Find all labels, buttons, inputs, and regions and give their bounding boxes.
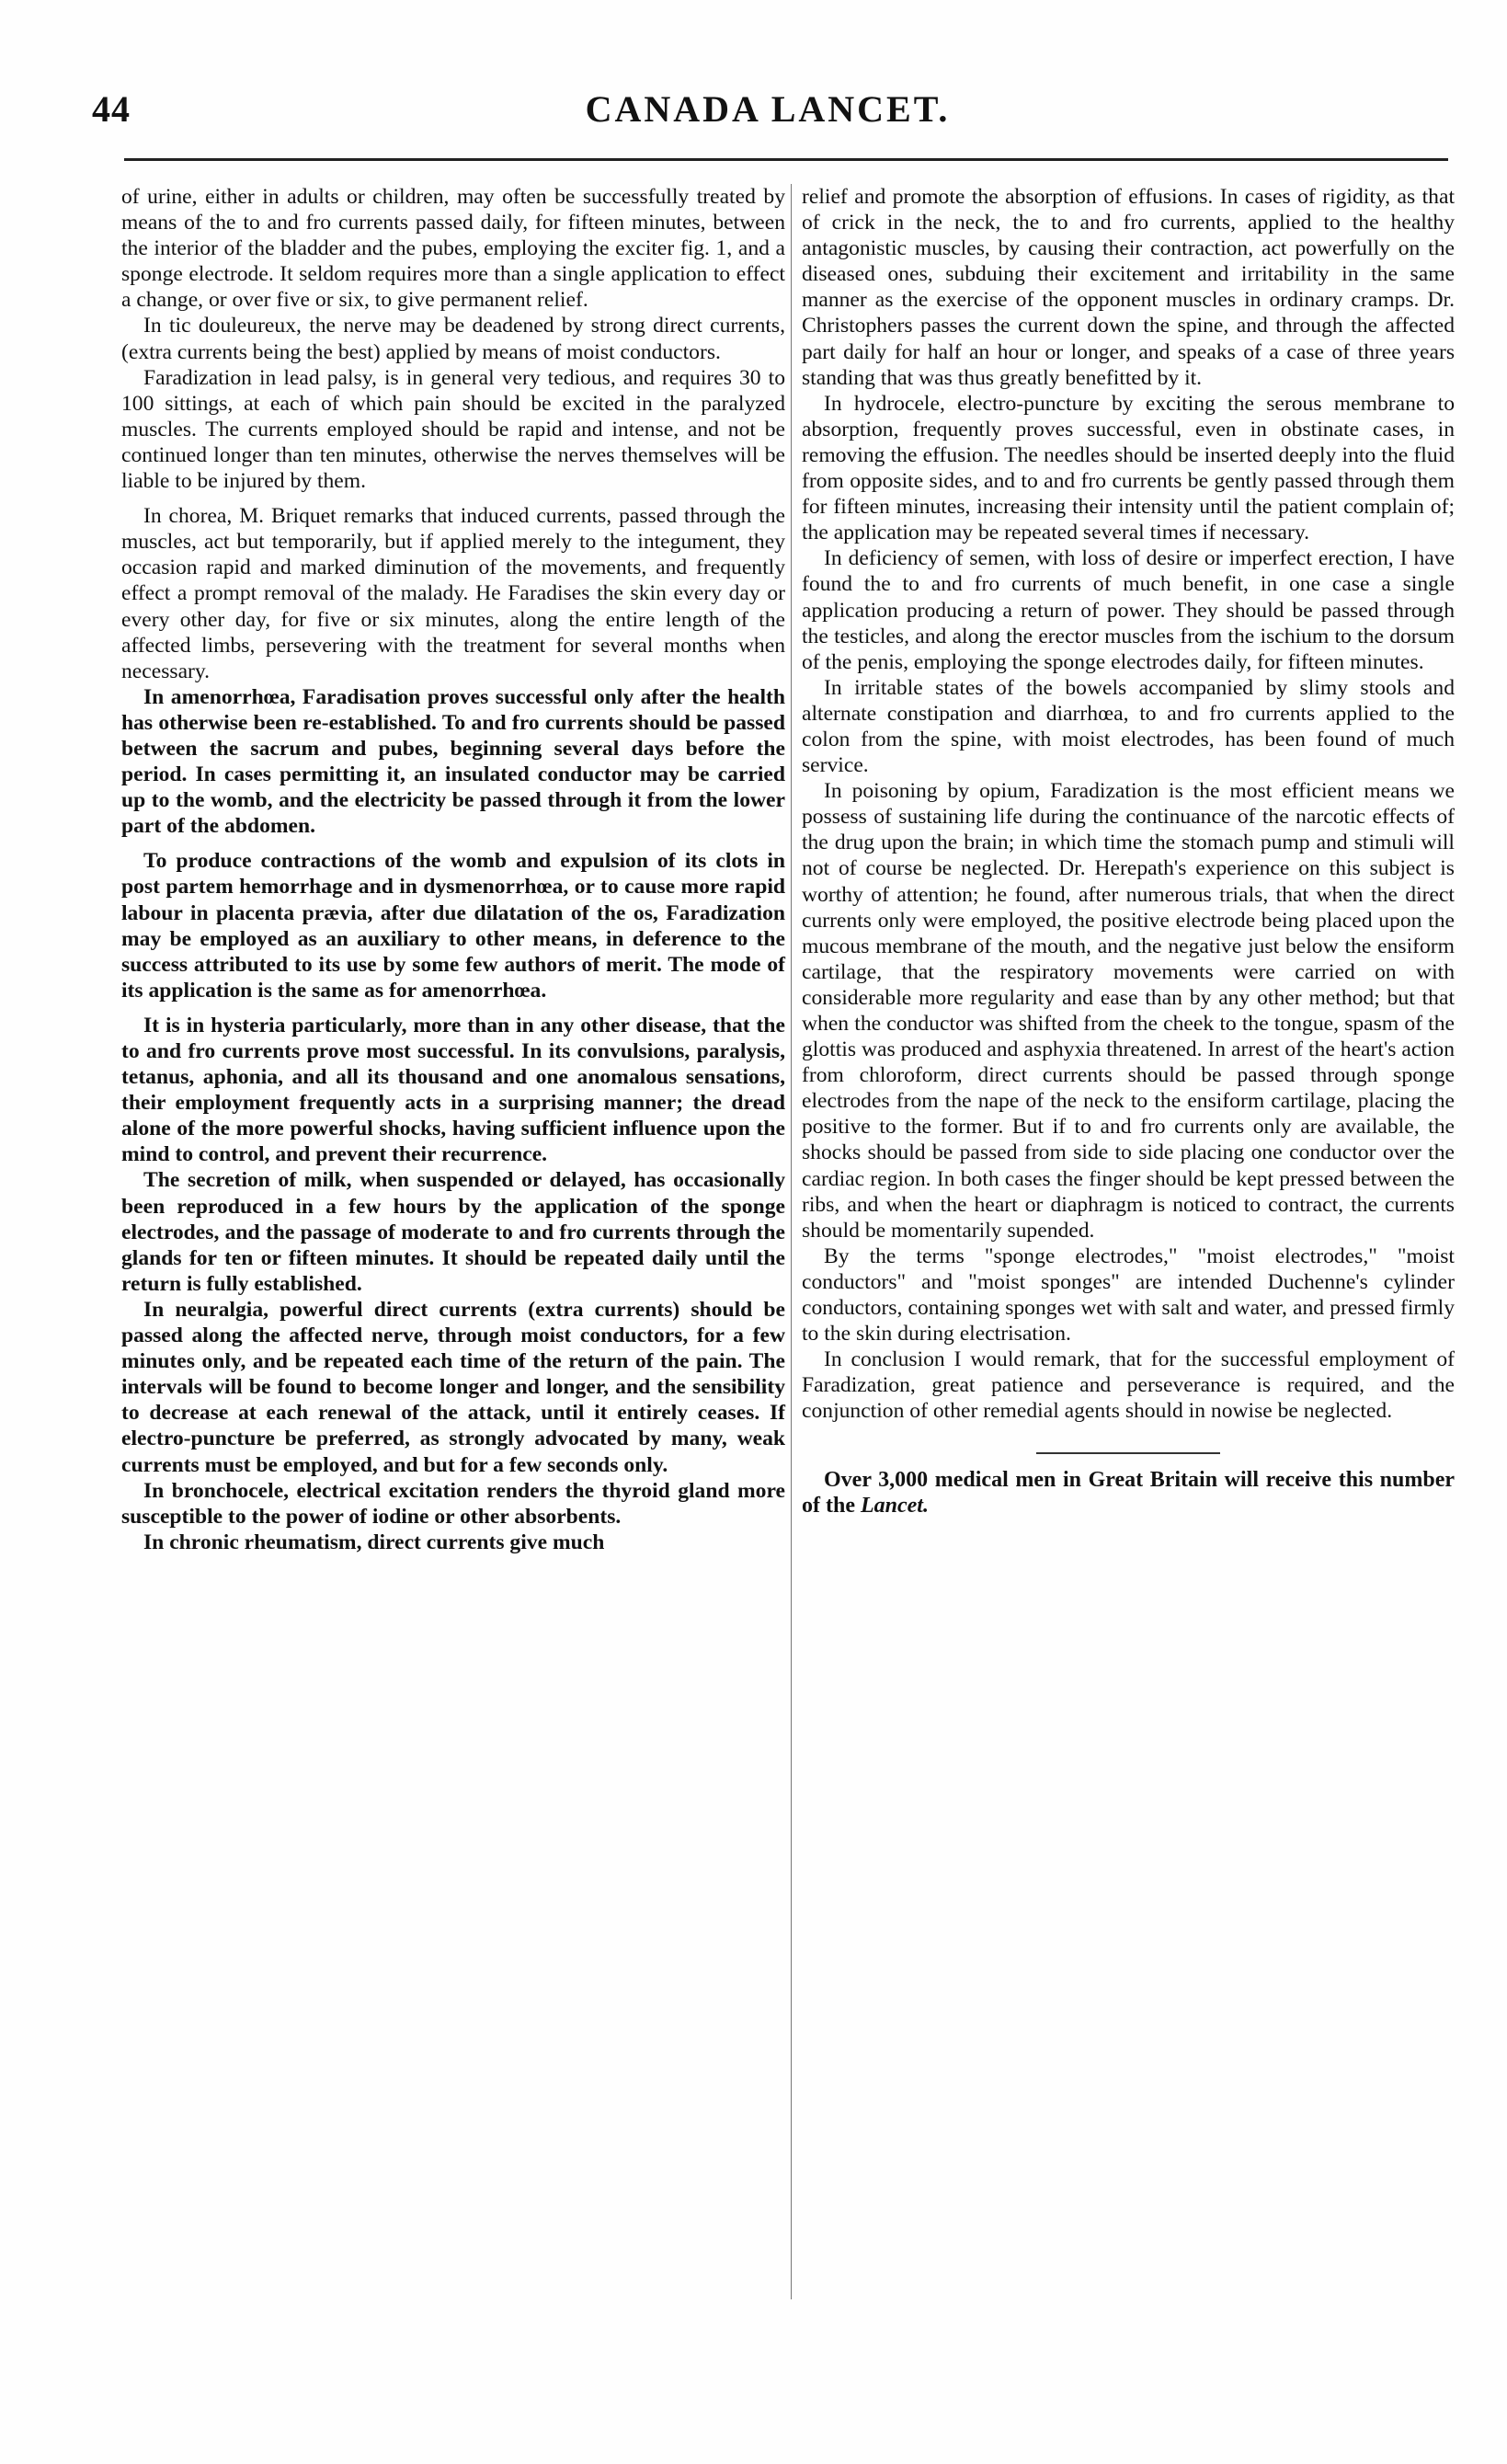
paragraph-lead-palsy: Faradization in lead palsy, is in general very tedious, and requires 30 to 100 sittings, at each of which pain should be excited in the paralyzed muscles. The currents employed should be rapid and intense, and not be continued longer than ten minutes, otherwise the nerves themselves will be liable to be injured by them.	[121, 365, 785, 494]
header-rule	[124, 158, 1448, 161]
paragraph-effusions: relief and promote the absorption of effusions. In cases of rigidity, as that of crick in the neck, the to and fro currents, applied to the healthy antagonistic muscles, by causing their contraction, act powerfully on the diseased ones, subduing their excitement and irritability in the same manner as the exercise of the opponent muscles in ordinary cramps. Dr. Christophers passes the current down the spine, and through the affected part daily for half an hour or longer, and speaks of a case of three years standing that was thus greatly benefitted by it.	[802, 185, 1455, 390]
paragraph-hysteria: It is in hysteria particularly, more than in any other disease, that the to and fro currents prove most successful. In its convulsions, paralysis, tetanus, aphonia, and all its thousand and one anomalous sensations, their employment frequently acts in a surprising manner; the dread alone of the more powerful shocks, having sufficient influence upon the mind to control, and prevent their recurrence.	[121, 1013, 785, 1167]
paragraph-tic-douloureux: In tic douleureux, the nerve may be deadened by strong direct currents, (extra currents being the best) applied by means of moist conductors.	[121, 314, 785, 364]
paragraph-irritable-bowels: In irritable states of the bowels accompanied by slimy stools and alternate constipation and diarrhœa, to and fro currents applied to the colon from the spine, with moist electrodes, has been found of much service.	[802, 675, 1455, 778]
notice-text: Over 3,000 medical men in Great Britain will receive this number of the	[802, 1467, 1455, 1518]
page-number: 44	[92, 88, 131, 130]
paragraph-deficiency-semen: In deficiency of semen, with loss of desire or imperfect erection, I have found the to and fro currents of much benefit, in one case a single application producing a return of power. They should be passed through the testicles, and along the erector muscles from the ischium to the dorsum of the penis, employing the sponge electrodes daily, for fifteen minutes.	[802, 546, 1455, 674]
paragraph-amenorrhoea: In amenorrhœa, Faradisation proves successful only after the health has otherwise been re-established. To and fro currents should be passed between the sacrum and pubes, beginning several days before the period. In cases permitting it, an insulated conductor may be carried up to the womb, and the electricity be passed through it from the lower part of the abdomen.	[121, 684, 785, 839]
paragraph-conclusion: In conclusion I would remark, that for the successful employment of Faradization, great patience and perseverance is required, and the conjunction of other remedial agents should in nowise be neglected.	[802, 1347, 1455, 1424]
circulation-notice	[802, 1467, 1455, 1519]
paragraph-neuralgia: In neuralgia, powerful direct currents (extra currents) should be passed along the affected nerve, through moist conductors, for a few minutes only, and be repeated each time of the return of the pain. The intervals will be found to become longer and longer, and the sensibility to decrease at each renewal of the attack, until it entirely ceases. If electro-puncture be preferred, as strongly advocated by many, weak currents must be employed, and but for a few seconds only.	[121, 1297, 785, 1477]
paragraph-sponge-electrodes: By the terms "sponge electrodes," "moist electrodes," "moist conductors" and "moist sponges" are intended Duchenne's cylinder conductors, containing sponges wet with salt and water, and pressed firmly to the skin during electrisation.	[802, 1243, 1455, 1347]
paragraph-bronchocele: In bronchocele, electrical excitation renders the thyroid gland more susceptible to the power of iodine or other absorbents.	[121, 1478, 785, 1529]
notice-journal-title: Lancet.	[860, 1493, 929, 1518]
paragraph-post-partum: To produce contractions of the womb and expulsion of its clots in post partem hemorrhage and in dysmenorrhœa, or to cause more rapid labour in placenta prævia, after due dilatation of the os, Faradization may be employed as an auxiliary to other means, in deference to the success attributed to its use by some few authors of merit. The mode of its application is the same as for amenorrhœa.	[121, 849, 785, 1003]
running-title: CANADA LANCET.	[585, 88, 951, 130]
notice-rule	[1036, 1452, 1220, 1454]
right-column	[802, 184, 1455, 1519]
paragraph-urine: of urine, either in adults or children, may often be successfully treated by means of the to and fro currents passed daily, for fifteen minutes, between the interior of the bladder and the pubes, employing the exciter fig. 1, and a sponge electrode. It seldom requires more than a single application to effect a change, or over five or six, to give permanent relief.	[121, 185, 785, 313]
paragraph-chorea: In chorea, M. Briquet remarks that induced currents, passed through the muscles, act but temporarily, but if applied merely to the integument, they occasion rapid and marked diminution of the movements, and frequently effect a prompt removal of the malady. He Faradises the skin every day or every other day, for five or six minutes, along the entire length of the affected limbs, persevering with the treatment for several months when necessary.	[121, 504, 785, 683]
page-header	[92, 87, 1444, 133]
paragraph-hydrocele: In hydrocele, electro-puncture by exciting the serous membrane to absorption, frequently proves successful, even in obstinate cases, in removing the effusion. The needles should be inserted deeply into the fluid from opposite sides, and to and fro currents be gently passed through them for fifteen minutes, increasing their intensity until the patient complain of; the application may be repeated several times if necessary.	[802, 391, 1455, 545]
paragraph-opium-poisoning: In poisoning by opium, Faradization is the most efficient means we possess of sustaining life during the continuance of the narcotic effects of the drug upon the brain; in which time the stomach pump and stimuli will not of course be neglected. Dr. Herepath's experience on this subject is worthy of attention; he found, after numerous trials, that when the direct currents only were employed, the positive electrode being placed upon the mucous membrane of the mouth, and the negative just below the ensiform cartilage, that the respiratory movements were carried on with considerable more regularity and ease than by any other method; but that when the conductor was shifted from the cheek to the tongue, spasm of the glottis was produced and asphyxia threatened. In arrest of the heart's action from chloroform, direct currents should be passed through sponge electrodes from the nape of the neck to the ensiform cartilage, placing the positive to the former. But if to and fro currents only are available, the shocks should be passed from side to side placing one conductor over the cardiac region. In both cases the finger should be kept pressed between the ribs, and when the heart or diaphragm is noticed to contract, the currents should be momentarily supended.	[802, 779, 1455, 1243]
column-divider	[791, 184, 792, 2299]
paragraph-milk-secretion: The secretion of milk, when suspended or delayed, has occasionally been reproduced in a few hours by the application of the sponge electrodes, and the passage of moderate to and fro currents through the glands for ten or fifteen minutes. It should be repeated daily until the return is fully established.	[121, 1168, 785, 1296]
paragraph-chronic-rheumatism: In chronic rheumatism, direct currents give much	[143, 1530, 605, 1554]
left-column	[121, 184, 785, 1555]
